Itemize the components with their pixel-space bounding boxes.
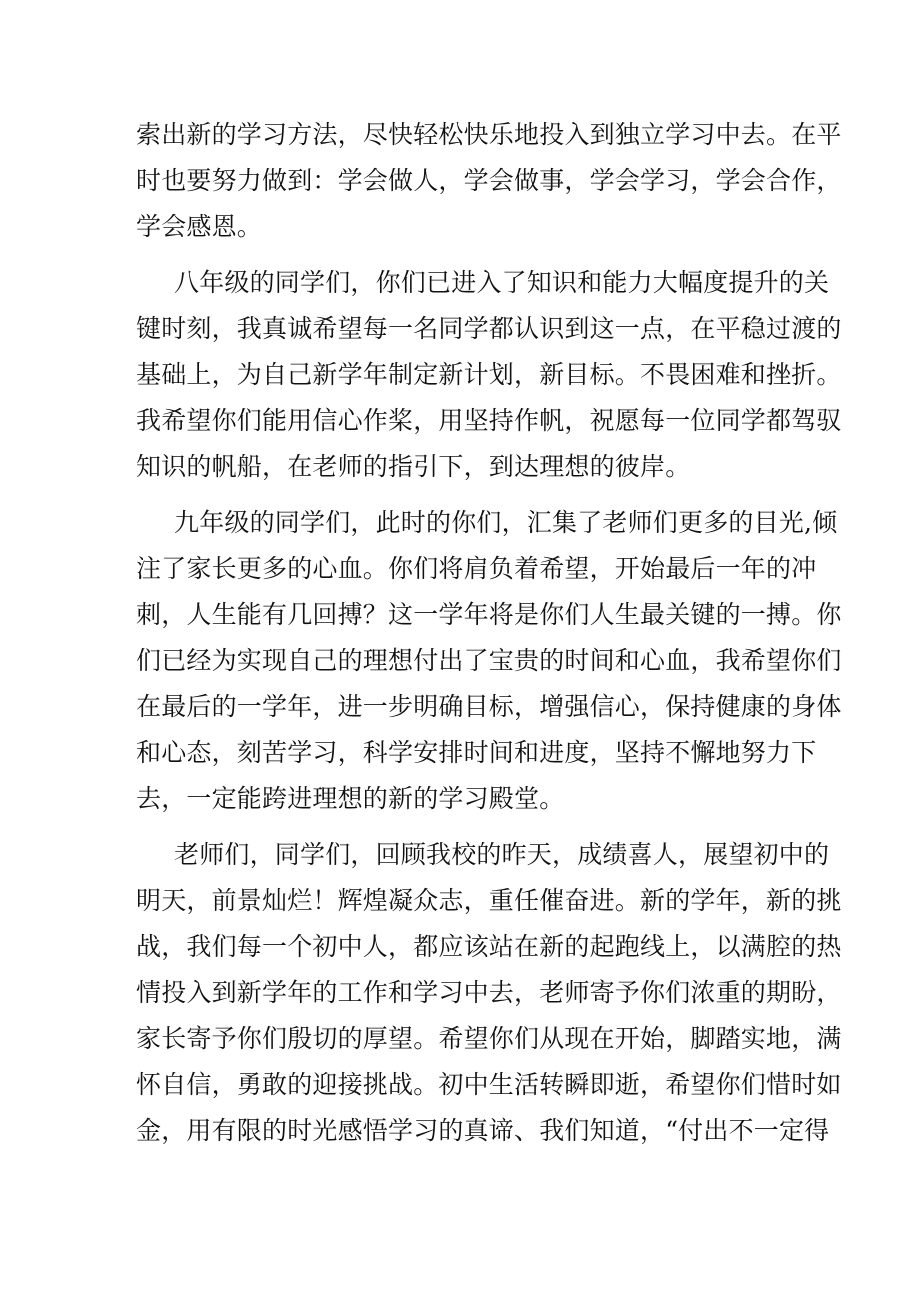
paragraph-1 — [136, 112, 842, 250]
text-line: 知识的帆船，在老师的指引下，到达理想的彼岸。 — [136, 452, 691, 481]
text-line: 时也要努力做到：学会做人，学会做事，学会学习，学会合作， — [136, 166, 842, 195]
text-line: 明天，前景灿烂！辉煌凝众志，重任催奋进。新的学年，新的挑 — [136, 886, 842, 915]
paragraph-2 — [136, 260, 842, 490]
text-line: 九年级的同学们，此时的你们，汇集了老师们更多的目光,倾 — [174, 508, 838, 537]
text-line: 我希望你们能用信心作桨，用坚持作帆，祝愿每一位同学都驾驭 — [136, 406, 842, 435]
text-line: 怀自信，勇敢的迎接挑战。初中生活转瞬即逝，希望你们惜时如 — [136, 1070, 842, 1099]
text-line: 基础上，为自己新学年制定新计划，新目标。不畏困难和挫折。 — [136, 360, 842, 389]
text-line: 刺，人生能有几回搏？这一学年将是你们人生最关键的一搏。你 — [136, 600, 842, 629]
text-line: 家长寄予你们殷切的厚望。希望你们从现在开始，脚踏实地，满 — [136, 1024, 842, 1053]
document-body — [136, 112, 842, 1164]
text-line: 战，我们每一个初中人，都应该站在新的起跑线上，以满腔的热 — [136, 932, 842, 961]
text-line: 情投入到新学年的工作和学习中去，老师寄予你们浓重的期盼， — [136, 978, 842, 1007]
paragraph-3 — [136, 500, 842, 822]
text-line: 老师们，同学们，回顾我校的昨天，成绩喜人，展望初中的 — [174, 840, 830, 869]
text-line: 在最后的一学年，进一步明确目标，增强信心，保持健康的身体 — [136, 692, 842, 721]
text-line: 八年级的同学们，你们已进入了知识和能力大幅度提升的关 — [174, 268, 830, 297]
text-line: 索出新的学习方法，尽快轻松快乐地投入到独立学习中去。在平 — [136, 120, 842, 149]
text-line: 金，用有限的时光感悟学习的真谛、我们知道，“付出不一定得 — [136, 1116, 830, 1145]
text-line: 们已经为实现自己的理想付出了宝贵的时间和心血，我希望你们 — [136, 646, 842, 675]
text-line: 和心态，刻苦学习，科学安排时间和进度，坚持不懈地努力下 — [136, 738, 817, 767]
text-line: 去，一定能跨进理想的新的学习殿堂。 — [136, 784, 565, 813]
text-line: 学会感恩。 — [136, 212, 263, 241]
text-line: 注了家长更多的心血。你们将肩负着希望，开始最后一年的冲 — [136, 554, 817, 583]
paragraph-4 — [136, 832, 842, 1154]
text-line: 键时刻，我真诚希望每一名同学都认识到这一点，在平稳过渡的 — [136, 314, 842, 343]
